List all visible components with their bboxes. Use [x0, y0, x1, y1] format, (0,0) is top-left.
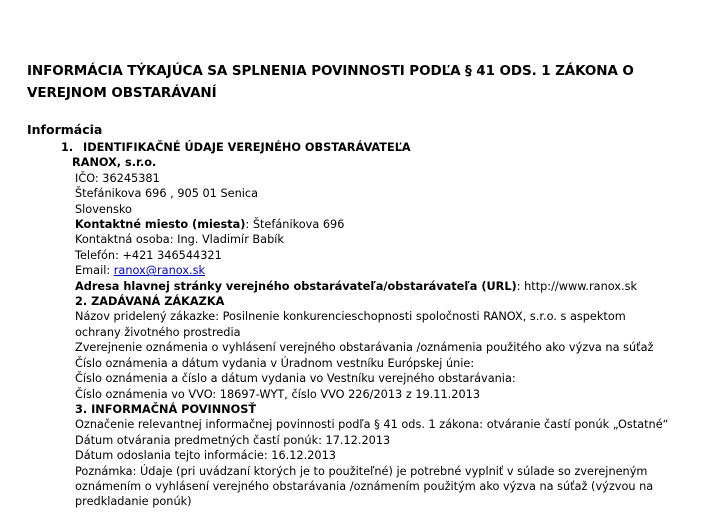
vvo-journal: Číslo oznámenia a číslo a dátum vydania vo Vestníku verejného obstarávania:: [75, 372, 516, 386]
designation: Označenie relevantnej informačnej povinnosti podľa § 41 ods. 1 zákona: otváranie častí ponúk „Ostatné“: [75, 418, 669, 432]
section3-heading: 3. INFORMAČNÁ POVINNOSŤ: [75, 402, 257, 416]
company-name: RANOX, s.r.o.: [72, 156, 157, 170]
email: [75, 263, 695, 278]
address: Štefánikova 696 , 905 01 Senica: [75, 187, 259, 201]
contact-person: Kontaktná osoba: Ing. Vladimír Babík: [75, 233, 284, 247]
email-link[interactable]: ranox@ranox.sk: [113, 264, 206, 278]
document-title: INFORMÁCIA TÝKAJÚCA SA SPLNENIA POVINNOSTI PODĽA § 41 ODS. 1 ZÁKONA O VEREJNOM OBSTARÁVANÍ: [27, 63, 634, 101]
contract-name: Názov pridelený zákazke: Posilnenie konkurencieschopnosti spoločnosti RANOX, s.r.o. s aspektom ochrany životného prostredia: [75, 310, 626, 339]
document-body: [61, 140, 695, 510]
url-label: Adresa hlavnej stránky verejného obstarávateľa/obstarávateľa (URL): [75, 279, 517, 293]
section1-heading: 1. IDENTIFIKAČNÉ ÚDAJE VEREJNÉHO OBSTARÁVATEĽA: [61, 141, 411, 154]
url: [75, 279, 695, 294]
section2-heading: 2. ZADÁVANÁ ZÁKAZKA: [75, 295, 225, 309]
section1-number: 1.: [61, 141, 74, 154]
ico: IČO: 36245381: [75, 171, 160, 185]
vvo-number: Číslo oznámenia vo VVO: 18697-WYT, číslo VVO 226/2013 z 19.11.2013: [75, 387, 481, 401]
sending-date: Dátum odoslania tejto informácie: 16.12.2013: [75, 449, 336, 463]
contact-place-value: : Štefánikova 696: [245, 218, 345, 232]
phone: Telefón: +421 346544321: [75, 248, 222, 262]
opening-date: Dátum otvárania predmetných častí ponúk: 17.12.2013: [75, 433, 391, 447]
info-heading: Informácia: [27, 122, 103, 137]
contact-place-label: Kontaktné miesto (miesta): [75, 218, 246, 232]
contact-place: [75, 217, 695, 232]
eu-journal: Číslo oznámenia a dátum vydania v Úradnom vestníku Európskej únie:: [75, 356, 475, 370]
publication: Zverejnenie oznámenia o vyhlásení verejného obstarávania /oznámenia použitého ako výzva na súťaž: [75, 341, 654, 355]
note: Poznámka: Údaje (pri uvádzaní ktorých je to použiteľné) je potrebné vyplniť v súlade so zverejneným oznámením o vyhlásení verejného obstarávania /oznámením použitým ako výzva na súťaž (výzvou na predkladanie ponúk): [75, 464, 654, 509]
email-label: Email:: [75, 264, 114, 278]
url-value: : http://www.ranox.sk: [516, 279, 637, 293]
country: Slovensko: [75, 202, 132, 216]
